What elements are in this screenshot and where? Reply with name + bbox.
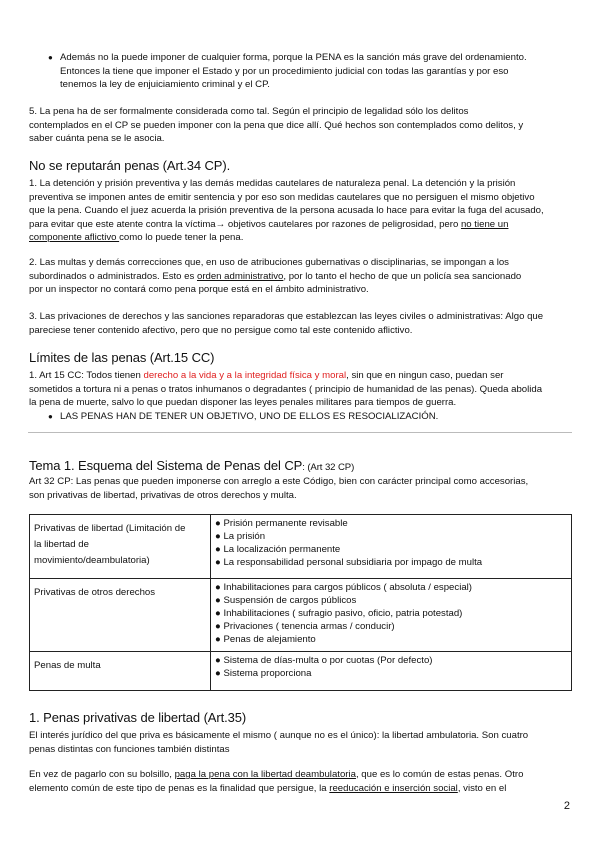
- text-line: El interés jurídico del que priva es básicamente el mismo ( aunque no es el único): la libertad ambulatoria. Son cuatro: [29, 730, 529, 741]
- bullet-dot-icon: ●: [48, 53, 53, 62]
- list-item: ● Prisión permanente revisable: [215, 518, 348, 529]
- heading-privativas: 1. Penas privativas de libertad (Art.35): [29, 710, 247, 725]
- text-line: la libertad de: [34, 539, 89, 550]
- limites-paragraph: [29, 369, 574, 410]
- table-items-cell: [211, 652, 572, 691]
- text-span: , sin que en ningun caso, puedan ser: [346, 370, 504, 381]
- list-item-text: Sistema proporciona: [223, 667, 312, 679]
- limites-bullet: [48, 410, 578, 424]
- point-5-paragraph: [29, 105, 574, 146]
- table-items-cell: [211, 579, 572, 652]
- table-category-cell: [30, 579, 211, 652]
- table-row: [30, 515, 572, 579]
- bullet-dot-icon: ●: [48, 412, 53, 421]
- table-category-cell: [30, 515, 211, 579]
- text-line: la pena de muerte, salvo lo que puedan disponer las leyes penales militares para tiempos de guerra.: [29, 397, 457, 409]
- table-row: [30, 652, 572, 691]
- list-item: ● Penas de alejamiento: [215, 633, 316, 645]
- text-span: 1. Art 15 CC: Todos tienen: [29, 370, 144, 381]
- text-line: son privativas de libertad, privativas de otros derechos y multa.: [29, 489, 297, 501]
- list-item-text: Suspensión de cargos públicos: [223, 594, 357, 606]
- text-span: , que es lo común de estas penas. Otro: [355, 769, 524, 780]
- underlined-text: reeducación e inserción social: [329, 782, 458, 794]
- no-penas-paragraph-1: [29, 177, 574, 245]
- list-item-text: Prisión permanente revisable: [223, 518, 348, 529]
- text-line: saber cuánta pena se le asocia.: [29, 133, 165, 145]
- tema-1-paragraph: [29, 475, 574, 502]
- underlined-text: no tiene un: [460, 218, 509, 230]
- text-line: [29, 369, 574, 383]
- text-line: pareciese tener contenido afectivo, pero que no persigue como tal este contenido aflictivo.: [29, 324, 413, 336]
- list-item-text: La responsabilidad personal subsidiaria por impago de multa: [223, 556, 483, 568]
- table-row: [30, 579, 572, 652]
- list-item-text: Inhabilitaciones ( sufragio pasivo, oficio, patria potestad): [223, 607, 463, 619]
- list-item: ● La prisión: [215, 530, 266, 542]
- text-line: 1. La detención y prisión preventiva y las demás medidas cautelares de naturaleza penal. La detención y la prisión: [29, 178, 516, 189]
- text-line: 2. Las multas y demás correcciones que, en uso de atribuciones gubernativas o disciplinarias, se impongan a los: [29, 257, 509, 268]
- text-span: como lo puede tener la pena.: [119, 232, 244, 244]
- penas-table: [29, 514, 572, 691]
- text-line: contemplados en el CP se pueden imponer con la pena que dice allí. Qué hechos son contemplados como delitos, y: [29, 119, 524, 131]
- text-line: por un inspector no contará como pena porque está en el ámbito administrativo.: [29, 284, 369, 296]
- list-item: ● Sistema de días-multa o por cuotas (Por defecto): [215, 655, 433, 666]
- text-line: 5. La pena ha de ser formalmente considerada como tal. Según el principio de legalidad sólo los delitos: [29, 106, 469, 117]
- text-line: penas distintas con funciones también distintas: [29, 743, 230, 755]
- horizontal-divider: [28, 432, 572, 433]
- heading-text: Tema 1. Esquema del Sistema de Penas del CP: [29, 458, 303, 473]
- privativas-paragraph-1: [29, 729, 574, 756]
- list-item-text: La localización permanente: [223, 543, 341, 555]
- no-penas-paragraph-2: [29, 256, 574, 297]
- text-line: movimiento/deambulatoria): [34, 555, 150, 566]
- heading-tema-1: [29, 458, 354, 473]
- heading-no-penas: No se reputarán penas (Art.34 CP).: [29, 158, 231, 173]
- text-line: Penas de multa: [34, 660, 101, 671]
- list-item-text: La prisión: [223, 530, 266, 542]
- underlined-text: orden administrativo: [196, 270, 284, 282]
- list-item: ● Privaciones ( tenencia armas / conducir): [215, 620, 395, 632]
- text-line: 3. Las privaciones de derechos y las sanciones reparadoras que establezcan las leyes civiles o administrativas: Algo que: [29, 311, 544, 322]
- intro-bullet: [48, 51, 578, 92]
- text-span: para evitar que este atente contra la víctima→ objetivos cautelares por razones de peligrosidad, pero: [29, 218, 461, 230]
- privativas-paragraph-2: [29, 768, 574, 795]
- no-penas-paragraph-3: [29, 310, 574, 337]
- text-line: [29, 231, 574, 245]
- list-item-text: Privaciones ( tenencia armas / conducir): [223, 620, 395, 632]
- heading-suffix: : (Art 32 CP): [302, 462, 355, 473]
- text-line: Privativas de otros derechos: [34, 587, 156, 598]
- table-items-cell: [211, 515, 572, 579]
- page-number: 2: [563, 800, 570, 812]
- list-item-text: Inhabilitaciones para cargos públicos ( absoluta / especial): [223, 582, 472, 593]
- text-line: [29, 768, 574, 782]
- text-line: [29, 270, 574, 284]
- heading-limites: Límites de las penas (Art.15 CC): [29, 350, 215, 365]
- text-line: [29, 782, 574, 796]
- text-span: elemento común de este tipo de penas es la finalidad que persigue, la: [29, 782, 330, 794]
- text-line: Entonces la tiene que imponer el Estado y por un procedimiento judicial con todas las garantías y por eso: [60, 65, 509, 77]
- text-span: En vez de pagarlo con su bolsillo,: [29, 769, 175, 780]
- underlined-text: paga la pena con la libertad deambulatoria: [174, 769, 356, 780]
- list-item: ● La localización permanente: [215, 543, 341, 555]
- text-span: , visto en el: [457, 782, 507, 794]
- list-item: ● Sistema proporciona: [215, 667, 312, 679]
- text-line: LAS PENAS HAN DE TENER UN OBJETIVO, UNO DE ELLOS ES RESOCIALIZACIÓN.: [60, 411, 439, 422]
- list-item: ● Suspensión de cargos públicos: [215, 594, 357, 606]
- list-item-text: Penas de alejamiento: [223, 633, 316, 645]
- underlined-text: componente aflictivo: [29, 232, 120, 244]
- text-line: sometidos a tortura ni a penas o tratos inhumanos o degradantes ( principio de humanidad de las penas). Queda abolida: [29, 383, 543, 395]
- table-category-cell: [30, 652, 211, 691]
- list-item: ● La responsabilidad personal subsidiaria por impago de multa: [215, 556, 483, 568]
- highlighted-text: derecho a la vida y a la integridad física y moral: [143, 370, 347, 381]
- text-line: Art 32 CP: Las penas que pueden imponerse con arreglo a este Código, bien con carácter principal como accesorias,: [29, 476, 529, 487]
- text-line: tenemos la ley de enjuiciamiento criminal y el CP.: [60, 79, 270, 91]
- text-line: Privativas de libertad (Limitación de: [34, 523, 186, 534]
- text-line: preventiva se imponen antes de emitir sentencia y por eso son medidas cautelares que no persiguen el mismo objetivo: [29, 191, 535, 203]
- text-line: que la pena. Cuando el juez acuerda la prisión preventiva de la persona acusada lo hace para evitar la fuga del acusado,: [29, 205, 544, 217]
- list-item-text: Sistema de días-multa o por cuotas (Por defecto): [223, 655, 433, 666]
- text-span: , por lo tanto el hecho de que un policía sea sancionado: [283, 270, 522, 282]
- text-span: subordinados o administrados. Esto es: [29, 270, 197, 282]
- list-item: ● Inhabilitaciones para cargos públicos ( absoluta / especial): [215, 582, 472, 593]
- text-line: Además no la puede imponer de cualquier forma, porque la PENA es la sanción más grave del ordenamiento.: [60, 52, 527, 63]
- list-item: ● Inhabilitaciones ( sufragio pasivo, oficio, patria potestad): [215, 607, 463, 619]
- text-line: [29, 218, 574, 232]
